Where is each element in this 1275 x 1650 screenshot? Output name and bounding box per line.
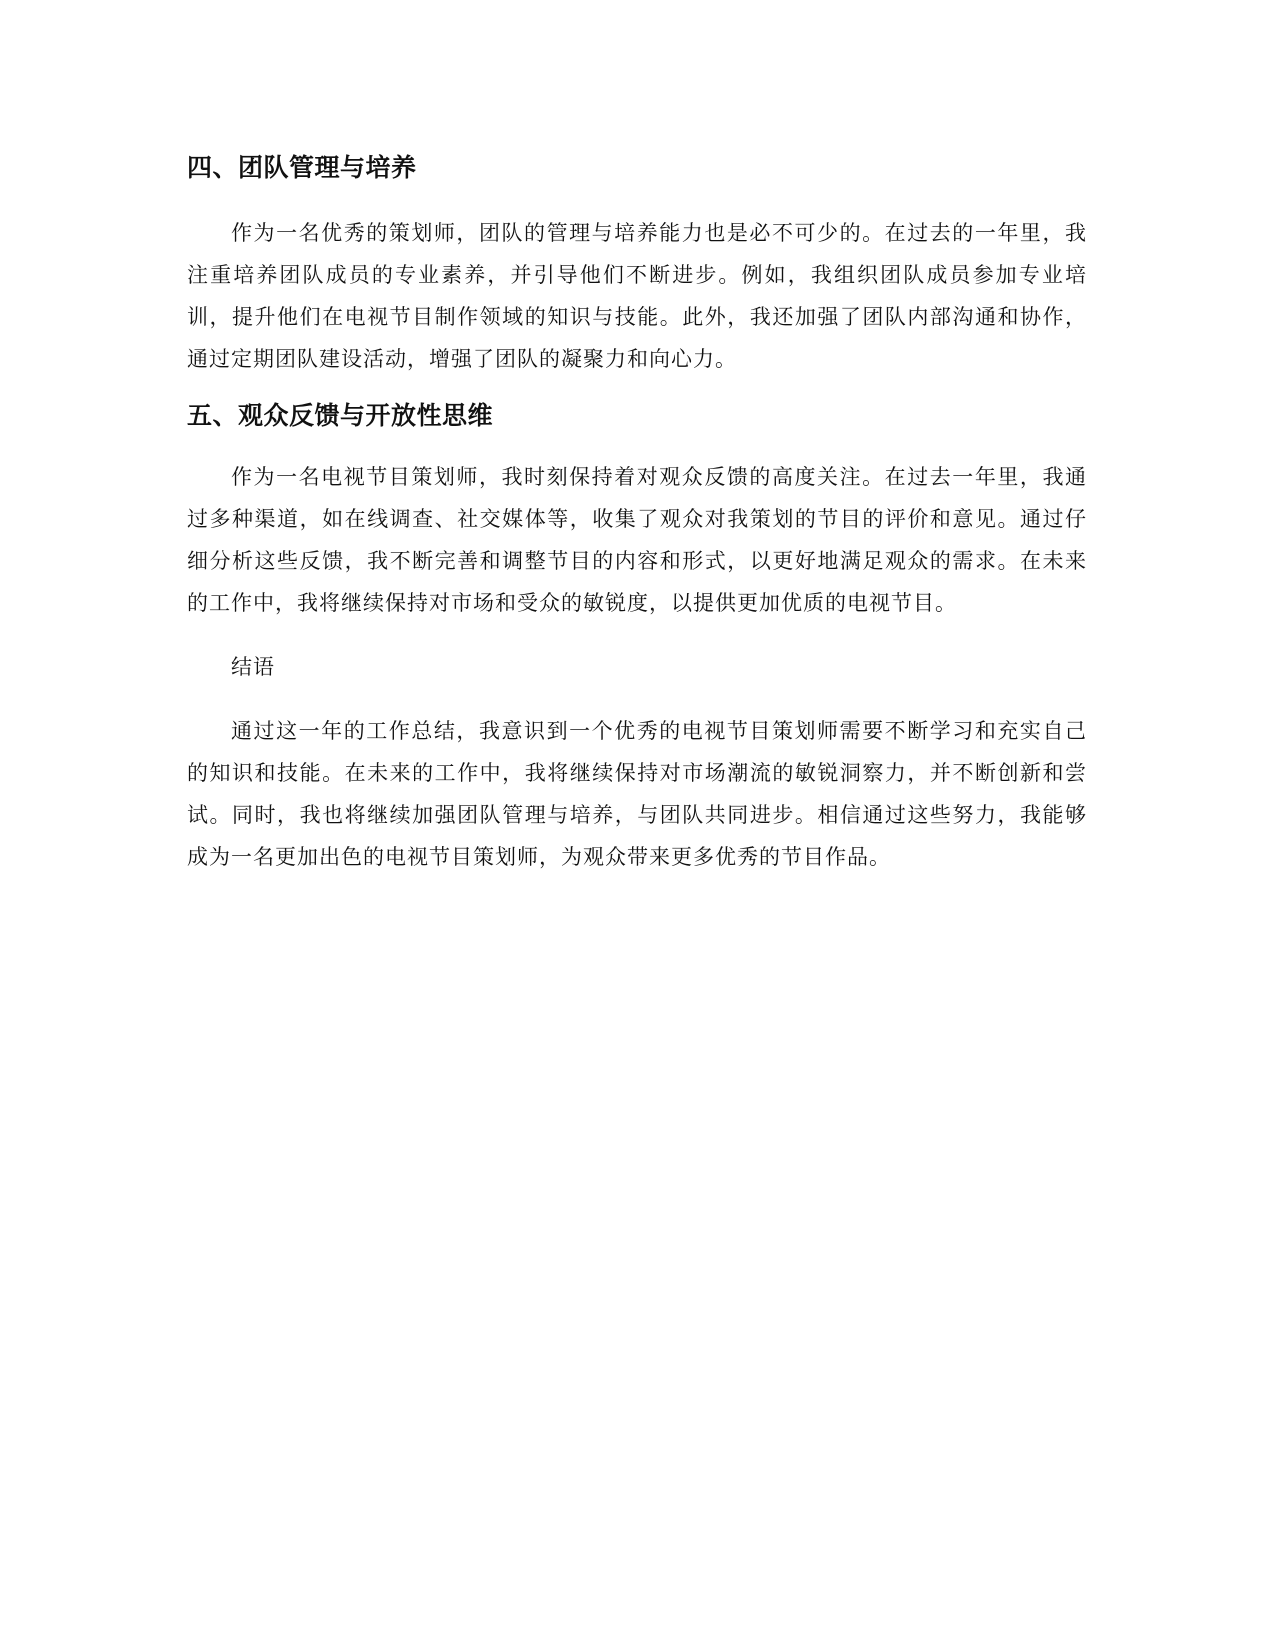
section-paragraph: 作为一名电视节目策划师，我时刻保持着对观众反馈的高度关注。在过去一年里，我通过多种渠道，如在线调查、社交媒体等，收集了观众对我策划的节目的评价和意见。通过仔细分析这些反馈，我不断完善和调整节目的内容和形式，以更好地满足观众的需求。在未来的工作中，我将继续保持对市场和受众的敏锐度，以提供更加优质的电视节目。 <box>187 465 1087 615</box>
document-page <box>187 150 1087 878</box>
section-paragraph: 作为一名优秀的策划师，团队的管理与培养能力也是必不可少的。在过去的一年里，我注重培养团队成员的专业素养，并引导他们不断进步。例如，我组织团队成员参加专业培训，提升他们在电视节目制作领域的知识与技能。此外，我还加强了团队内部沟通和协作，通过定期团队建设活动，增强了团队的凝聚力和向心力。 <box>187 221 1087 371</box>
conclusion-paragraph: 通过这一年的工作总结，我意识到一个优秀的电视节目策划师需要不断学习和充实自己的知识和技能。在未来的工作中，我将继续保持对市场潮流的敏锐洞察力，并不断创新和尝试。同时，我也将继续加强团队管理与培养，与团队共同进步。相信通过这些努力，我能够成为一名更加出色的电视节目策划师，为观众带来更多优秀的节目作品。 <box>187 719 1087 869</box>
section-heading: 五、观众反馈与开放性思维 <box>187 401 494 430</box>
conclusion-label: 结语 <box>231 655 275 679</box>
section-heading: 四、团队管理与培养 <box>187 153 417 182</box>
